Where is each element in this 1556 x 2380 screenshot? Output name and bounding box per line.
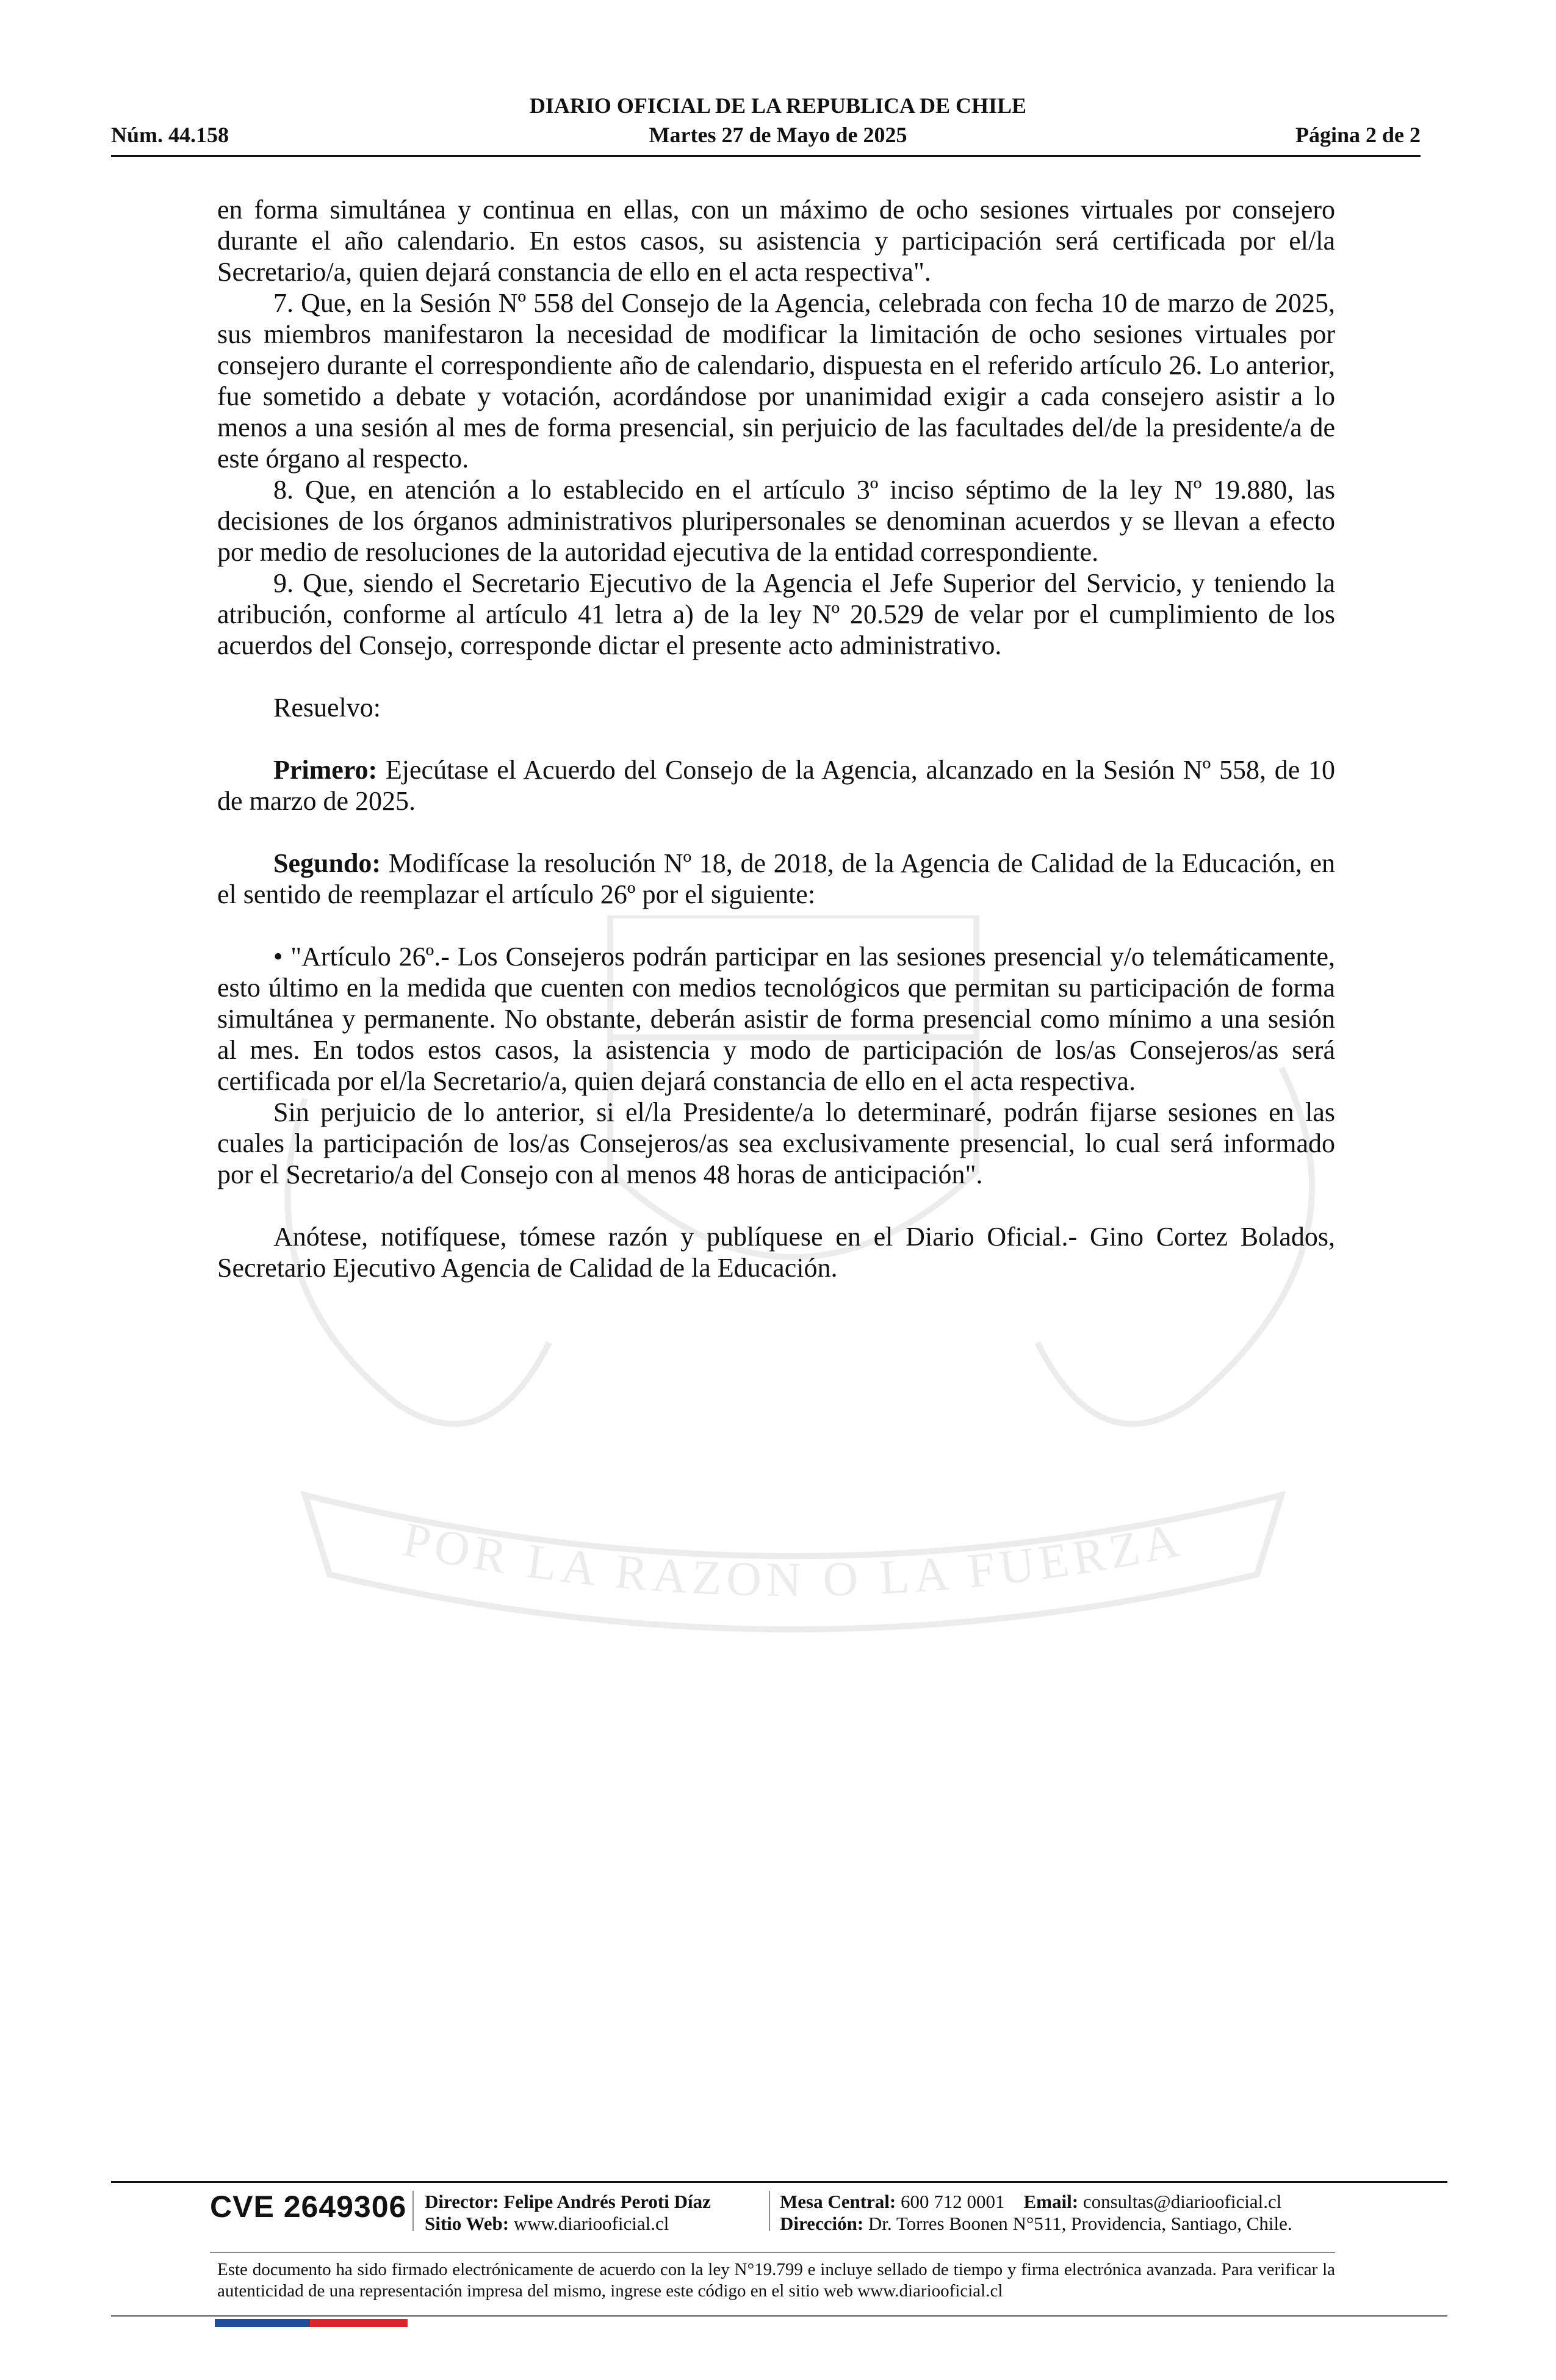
header-divider (111, 155, 1421, 157)
paragraph-9: 9. Que, siendo el Secretario Ejecutivo de la Agencia el Jefe Superior del Servicio, y teniendo la atribución, conforme al artículo 41 letra a) de la ley Nº 20.529 de velar por el cumplimiento de los acuerdos del Consejo, corresponde dictar el presente acto administrativo. (217, 568, 1335, 660)
resolution-primero (217, 754, 1335, 817)
mesa-phone: 600 712 0001 (901, 2191, 1005, 2212)
paragraph-8: 8. Que, en atención a lo establecido en el artículo 3º inciso séptimo de la ley Nº 19.880, las decisiones de los órganos administrativos pluripersonales se denominan acuerdos y se llevan a efecto por medio de resoluciones de la autoridad ejecutiva de la entidad correspondiente. (217, 475, 1335, 567)
director-name: Felipe Andrés Peroti Díaz (503, 2191, 711, 2212)
footer-separator (769, 2191, 770, 2231)
mesa-label: Mesa Central: (780, 2191, 896, 2212)
primero-label: Primero: (273, 755, 378, 785)
director-label: Director: (425, 2191, 499, 2212)
closing-signature: Anótese, notifíquese, tómese razón y publíquese en el Diario Oficial.- Gino Cortez Bolados, Secretario Ejecutivo Agencia de Calidad de la Educación. (217, 1222, 1335, 1283)
motto-text: POR LA RAZON O LA FUERZA (398, 1512, 1189, 1607)
footer-divider-bottom (111, 2315, 1447, 2317)
footer-divider-mid (210, 2252, 1335, 2253)
site-link[interactable]: www.diariooficial.cl (513, 2213, 669, 2234)
resolution-segundo (217, 848, 1335, 910)
direccion-value: Dr. Torres Boonen N°511, Providencia, Santiago, Chile. (868, 2213, 1292, 2234)
page-indicator: Página 2 de 2 (1295, 123, 1421, 147)
segundo-text: Modifícase la resolución Nº 18, de 2018, de la Agencia de Calidad de la Educación, en el sentido de reemplazar el artículo 26º por el siguiente: (217, 848, 1335, 909)
flag-stripe-blue (215, 2319, 310, 2327)
cve-code: CVE 2649306 (210, 2190, 407, 2224)
flag-stripe-red (310, 2319, 408, 2327)
articulo-26-text: • "Artículo 26º.- Los Consejeros podrán participar en las sesiones presencial y/o telemáticamente, esto último en la medida que cuenten con medios tecnológicos que permitan su participación de forma simultánea y permanente. No obstante, deberán asistir de forma presencial como mínimo a una sesión al mes. En todos estos casos, la asistencia y modo de participación de los/as Consejeros/as será certificada por el/la Secretario/a, quien dejará constancia de ello en el acta respectiva. (217, 942, 1335, 1096)
primero-text: Ejecútase el Acuerdo del Consejo de la Agencia, alcanzado en la Sesión Nº 558, de 10 de marzo de 2025. (217, 755, 1335, 816)
svg-text:POR LA RAZON O LA FUERZA (398, 1513, 1188, 1607)
segundo-label: Segundo: (273, 848, 381, 878)
direccion-label: Dirección: (780, 2213, 864, 2234)
paragraph-7: 7. Que, en la Sesión Nº 558 del Consejo de la Agencia, celebrada con fecha 10 de marzo de 2025, sus miembros manifestaron la necesidad de modificar la limitación de ocho sesiones virtuales por consejero durante el correspondiente año de calendario, dispuesta en el referido artículo 26. Lo anterior, fue sometido a debate y votación, acordándose por unanimidad exigir a cada consejero asistir a lo menos a una sesión al mes de forma presencial, sin perjuicio de las facultades del/de la presidente/a de este órgano al respecto. (217, 288, 1335, 474)
email-label: Email: (1023, 2191, 1079, 2212)
footer-divider-top (111, 2181, 1447, 2183)
email-link[interactable]: consultas@diariooficial.cl (1082, 2191, 1282, 2212)
resuelvo-heading: Resuelvo: (273, 693, 381, 723)
footer-director-column (425, 2191, 711, 2235)
footer-contact-column (780, 2191, 1292, 2235)
footer-separator (412, 2191, 414, 2231)
issue-date: Martes 27 de Mayo de 2025 (649, 123, 907, 147)
issue-number: Núm. 44.158 (111, 123, 229, 147)
document-body (217, 194, 1335, 1283)
paragraph-continuation: en forma simultánea y continua en ellas, con un máximo de ocho sesiones virtuales por consejero durante el año calendario. En estos casos, su asistencia y participación será certificada por el/la Secretario/a, quien dejará constancia de ello en el acta respectiva". (217, 195, 1335, 287)
sin-perjuicio-paragraph: Sin perjuicio de lo anterior, si el/la Presidente/a lo determinaré, podrán fijarse sesiones en las cuales la participación de los/as Consejeros/as sea exclusivamente presencial, lo cual será informado por el Secretario/a del Consejo con al menos 48 horas de anticipación". (217, 1097, 1335, 1189)
newspaper-title: DIARIO OFICIAL DE LA REPUBLICA DE CHILE (529, 93, 1027, 118)
site-label: Sitio Web: (425, 2213, 510, 2234)
electronic-signature-note: Este documento ha sido firmado electrónicamente de acuerdo con la ley N°19.799 e incluye sellado de tiempo y firma electrónica avanzada. Para verificar la autenticidad de una representación impresa del mismo, ingrese este código en el sitio web www.diariooficial.cl (217, 2260, 1335, 2301)
